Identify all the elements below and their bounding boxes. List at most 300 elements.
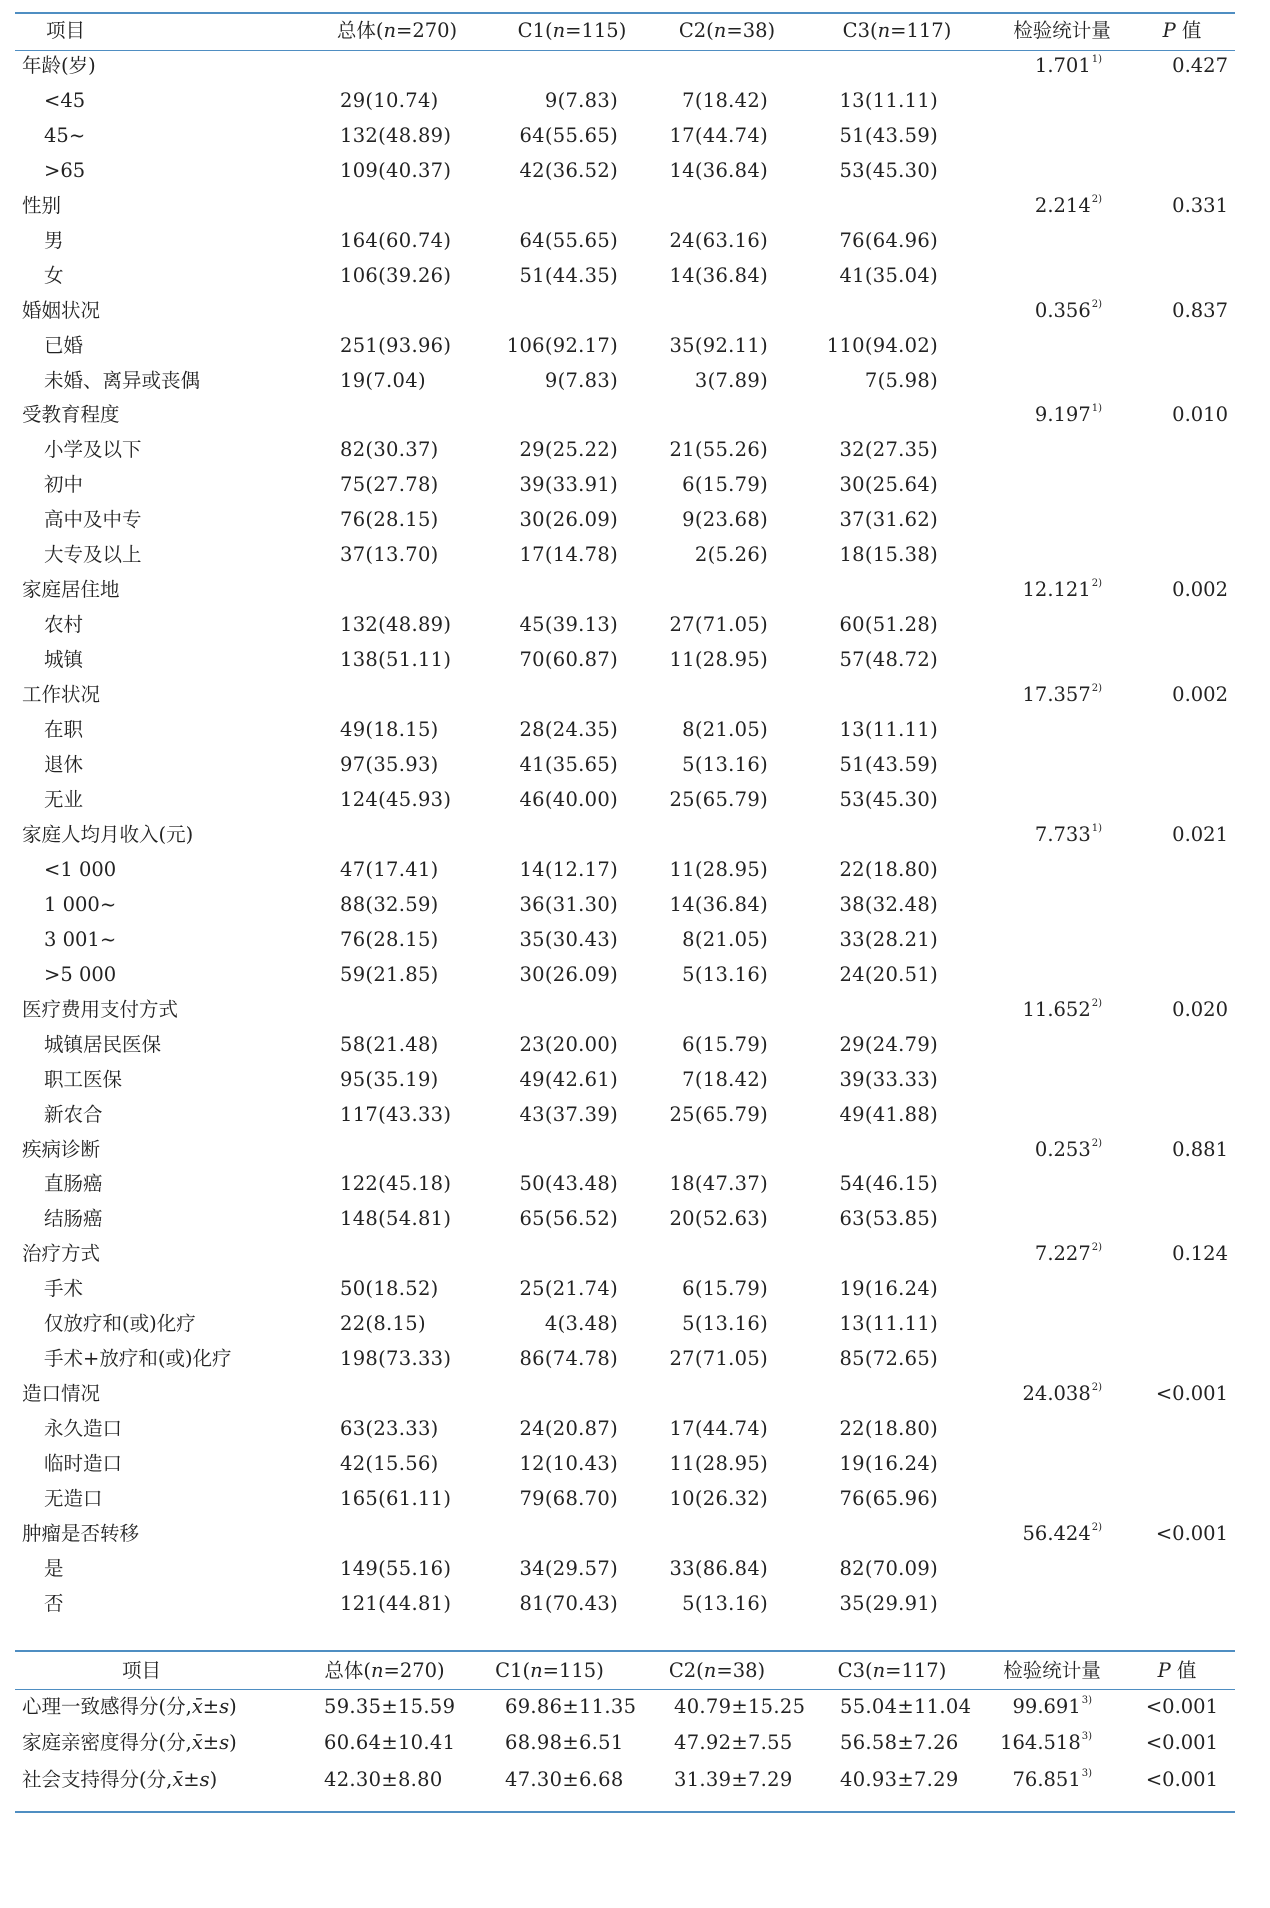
cell-p-value bbox=[1132, 329, 1232, 364]
cell-total: 82(30.37) bbox=[340, 438, 439, 462]
row-category-label: 造口情况 bbox=[22, 1382, 101, 1406]
cell-stat bbox=[992, 1587, 1132, 1622]
table-row bbox=[22, 49, 1232, 84]
stat-footnote: 1) bbox=[1091, 822, 1102, 834]
cell-stat bbox=[992, 224, 1132, 259]
cell-total: 121(44.81) bbox=[340, 1591, 452, 1615]
cell-c1: 35(30.43) bbox=[519, 927, 618, 951]
header-item: 项目 bbox=[122, 1659, 162, 1682]
cell-c1: 43(37.39) bbox=[519, 1102, 618, 1126]
row-sublabel: >65 bbox=[44, 158, 86, 182]
cell-c3: 19(16.24) bbox=[839, 1452, 938, 1476]
cell-stat bbox=[982, 1762, 1122, 1798]
cell-c3: 54(46.15) bbox=[839, 1172, 938, 1196]
cell-stat bbox=[992, 1307, 1132, 1342]
table2-bottom-rule bbox=[15, 1811, 1235, 1813]
row-score-label bbox=[22, 1689, 302, 1725]
stat-value: 0.356 bbox=[1034, 298, 1091, 322]
cell-c2: 7(18.42) bbox=[682, 1067, 768, 1091]
cell-c2: 20(52.63) bbox=[669, 1207, 768, 1231]
cell-c3: 76(65.96) bbox=[839, 1487, 938, 1511]
scores-table bbox=[22, 1652, 1232, 1798]
label-mean-sd-symbol: x̄±s bbox=[191, 1695, 230, 1718]
cell-p-value bbox=[1132, 748, 1232, 783]
label-mean-sd-symbol: x̄±s bbox=[191, 1731, 230, 1755]
cell-stat bbox=[992, 538, 1132, 573]
cell-stat bbox=[992, 154, 1132, 189]
cell-c1: 64(55.65) bbox=[519, 228, 618, 252]
cell-c3: 110(94.02) bbox=[826, 333, 938, 357]
row-category-label: 肿瘤是否转移 bbox=[22, 1521, 140, 1545]
cell-c2: 24(63.16) bbox=[669, 228, 768, 252]
table-row bbox=[22, 189, 1232, 224]
table2-header-row bbox=[22, 1652, 1232, 1689]
stat-value: 76.851 bbox=[1012, 1767, 1081, 1791]
header-p: P 值 bbox=[1157, 1659, 1197, 1682]
stat-footnote: 2) bbox=[1091, 683, 1102, 695]
cell-c3 bbox=[802, 818, 992, 853]
cell-c3: 76(64.96) bbox=[839, 228, 938, 252]
cell-c3: 49(41.88) bbox=[839, 1102, 938, 1126]
cell-p-value bbox=[1132, 1167, 1232, 1202]
row-category-label: 年龄(岁) bbox=[22, 53, 96, 77]
cell-c2: 18(47.37) bbox=[669, 1172, 768, 1196]
cell-c1: 81(70.43) bbox=[519, 1591, 618, 1615]
cell-c2 bbox=[652, 818, 802, 853]
cell-stat bbox=[992, 1028, 1132, 1063]
cell-p-value bbox=[1132, 643, 1232, 678]
cell-stat bbox=[992, 259, 1132, 294]
cell-stat bbox=[992, 1202, 1132, 1237]
cell-c2: 31.39±7.29 bbox=[674, 1767, 793, 1791]
cell-c1: 51(44.35) bbox=[519, 263, 618, 287]
cell-c1: 29(25.22) bbox=[519, 438, 618, 462]
cell-c1: 70(60.87) bbox=[519, 648, 618, 672]
cell-c3: 53(45.30) bbox=[839, 158, 938, 182]
cell-c2: 9(23.68) bbox=[682, 508, 768, 532]
table-row bbox=[22, 958, 1232, 993]
table-row bbox=[22, 1587, 1232, 1622]
cell-stat bbox=[992, 923, 1132, 958]
cell-total: 22(8.15) bbox=[340, 1312, 426, 1336]
cell-p-value: 0.881 bbox=[1172, 1137, 1228, 1161]
cell-stat bbox=[992, 84, 1132, 119]
row-category-label: 疾病诊断 bbox=[22, 1137, 101, 1161]
table-row bbox=[22, 748, 1232, 783]
row-category-label: 家庭居住地 bbox=[22, 578, 120, 602]
row-sublabel: <1 000 bbox=[44, 857, 117, 881]
cell-total bbox=[302, 1237, 492, 1272]
stat-value: 12.121 bbox=[1022, 578, 1091, 602]
stat-footnote: 2) bbox=[1091, 193, 1102, 205]
table-row bbox=[22, 1517, 1232, 1552]
header-c3: C3(n=117) bbox=[837, 1659, 947, 1682]
cell-c1: 39(33.91) bbox=[519, 473, 618, 497]
cell-total bbox=[302, 294, 492, 329]
cell-total: 138(51.11) bbox=[340, 648, 452, 672]
row-sublabel: 直肠癌 bbox=[44, 1172, 103, 1196]
cell-c1: 30(26.09) bbox=[519, 962, 618, 986]
cell-c1: 14(12.17) bbox=[519, 857, 618, 881]
stat-footnote: 1) bbox=[1091, 403, 1102, 415]
cell-c3: 51(43.59) bbox=[839, 123, 938, 147]
cell-c1: 34(29.57) bbox=[519, 1556, 618, 1580]
stat-footnote: 2) bbox=[1091, 1382, 1102, 1394]
cell-c2: 25(65.79) bbox=[669, 1102, 768, 1126]
table-row bbox=[22, 154, 1232, 189]
cell-p-value bbox=[1132, 1587, 1232, 1622]
table-row bbox=[22, 1342, 1232, 1377]
cell-c2: 8(21.05) bbox=[682, 927, 768, 951]
cell-stat bbox=[992, 119, 1132, 154]
cell-c2 bbox=[652, 189, 802, 224]
table1-header-row bbox=[22, 14, 1232, 49]
table-row bbox=[22, 259, 1232, 294]
cell-total: 109(40.37) bbox=[340, 158, 452, 182]
cell-total bbox=[302, 1517, 492, 1552]
stat-footnote: 2) bbox=[1091, 1137, 1102, 1149]
cell-c2: 40.79±15.25 bbox=[674, 1695, 806, 1718]
cell-c3: 22(18.80) bbox=[839, 857, 938, 881]
cell-c2: 14(36.84) bbox=[669, 263, 768, 287]
cell-stat bbox=[992, 748, 1132, 783]
stat-footnote: 3) bbox=[1081, 1767, 1092, 1779]
cell-stat bbox=[992, 1552, 1132, 1587]
row-score-label bbox=[22, 1762, 302, 1798]
cell-p-value bbox=[1132, 1342, 1232, 1377]
cell-stat bbox=[982, 1689, 1122, 1725]
cell-c1: 23(20.00) bbox=[519, 1032, 618, 1056]
cell-c3: 55.04±11.04 bbox=[840, 1695, 972, 1718]
table-row bbox=[22, 1412, 1232, 1447]
table-row bbox=[22, 1307, 1232, 1342]
label-text: 家庭亲密度得分(分, bbox=[22, 1731, 192, 1755]
cell-c1: 49(42.61) bbox=[519, 1067, 618, 1091]
cell-total: 88(32.59) bbox=[340, 892, 439, 916]
table-row bbox=[22, 1272, 1232, 1307]
cell-p-value bbox=[1132, 503, 1232, 538]
cell-p-value bbox=[1132, 224, 1232, 259]
cell-c2: 11(28.95) bbox=[669, 1452, 768, 1476]
cell-c1 bbox=[492, 398, 652, 433]
table-row bbox=[22, 1028, 1232, 1063]
cell-total: 60.64±10.41 bbox=[324, 1731, 456, 1755]
cell-stat bbox=[992, 49, 1132, 84]
cell-c1: 42(36.52) bbox=[519, 158, 618, 182]
cell-c3: 33(28.21) bbox=[839, 927, 938, 951]
cell-total: 75(27.78) bbox=[340, 473, 439, 497]
row-sublabel: 结肠癌 bbox=[44, 1207, 103, 1231]
table-row bbox=[22, 923, 1232, 958]
row-category-label: 性别 bbox=[22, 193, 62, 217]
table-row bbox=[22, 224, 1232, 259]
cell-c2: 5(13.16) bbox=[682, 962, 768, 986]
cell-total: 42(15.56) bbox=[340, 1452, 439, 1476]
cell-p-value: <0.001 bbox=[1155, 1382, 1228, 1406]
cell-p-value: <0.001 bbox=[1155, 1521, 1228, 1545]
header-c2: C2(n=38) bbox=[668, 1659, 766, 1682]
table-row bbox=[22, 573, 1232, 608]
cell-c2 bbox=[652, 294, 802, 329]
cell-c3: 39(33.33) bbox=[839, 1067, 938, 1091]
cell-c1: 4(3.48) bbox=[544, 1312, 618, 1336]
row-category-label: 医疗费用支付方式 bbox=[22, 997, 179, 1021]
table-row bbox=[22, 538, 1232, 573]
cell-p-value bbox=[1132, 259, 1232, 294]
row-sublabel: 小学及以下 bbox=[44, 438, 142, 462]
cell-total: 59.35±15.59 bbox=[324, 1695, 456, 1718]
cell-stat bbox=[992, 1482, 1132, 1517]
cell-p-value bbox=[1132, 783, 1232, 818]
cell-p-value bbox=[1132, 1307, 1232, 1342]
cell-p-value: 0.002 bbox=[1172, 578, 1228, 602]
cell-c3 bbox=[802, 294, 992, 329]
cell-c3: 35(29.91) bbox=[839, 1591, 938, 1615]
cell-total: 76(28.15) bbox=[340, 508, 439, 532]
cell-total: 49(18.15) bbox=[340, 718, 439, 742]
cell-stat bbox=[992, 608, 1132, 643]
table-row bbox=[22, 1202, 1232, 1237]
cell-p-value bbox=[1132, 1202, 1232, 1237]
table-row bbox=[22, 119, 1232, 154]
table-row bbox=[22, 608, 1232, 643]
row-category-label: 工作状况 bbox=[22, 683, 101, 707]
row-sublabel: 3 001~ bbox=[44, 927, 117, 951]
row-sublabel: 否 bbox=[44, 1591, 64, 1615]
table-row bbox=[22, 818, 1232, 853]
stat-value: 24.038 bbox=[1022, 1382, 1091, 1406]
cell-c1: 46(40.00) bbox=[519, 787, 618, 811]
cell-total: 42.30±8.80 bbox=[324, 1767, 443, 1791]
cell-c1: 12(10.43) bbox=[519, 1452, 618, 1476]
table-row bbox=[22, 503, 1232, 538]
cell-c3: 60(51.28) bbox=[839, 613, 938, 637]
table-row bbox=[22, 1725, 1232, 1761]
cell-c2: 8(21.05) bbox=[682, 718, 768, 742]
cell-stat bbox=[992, 573, 1132, 608]
table-row bbox=[22, 294, 1232, 329]
table-row bbox=[22, 468, 1232, 503]
cell-total: 165(61.11) bbox=[340, 1487, 452, 1511]
cell-total: 124(45.93) bbox=[340, 787, 452, 811]
cell-c1: 50(43.48) bbox=[519, 1172, 618, 1196]
label-close: ) bbox=[229, 1731, 237, 1755]
row-sublabel: 新农合 bbox=[44, 1102, 103, 1126]
cell-p-value: 0.124 bbox=[1172, 1242, 1228, 1266]
cell-p-value: 0.002 bbox=[1172, 683, 1228, 707]
cell-c3 bbox=[802, 49, 992, 84]
cell-c2 bbox=[652, 993, 802, 1028]
row-sublabel: 大专及以上 bbox=[44, 543, 142, 567]
cell-stat bbox=[992, 364, 1132, 399]
cell-p-value: 0.331 bbox=[1172, 193, 1228, 217]
cell-stat bbox=[992, 468, 1132, 503]
cell-c1: 25(21.74) bbox=[519, 1277, 618, 1301]
cell-stat bbox=[992, 888, 1132, 923]
cell-c2: 3(7.89) bbox=[694, 368, 768, 392]
cell-total: 76(28.15) bbox=[340, 927, 439, 951]
cell-p-value: 0.021 bbox=[1172, 822, 1228, 846]
cell-c2: 6(15.79) bbox=[682, 1032, 768, 1056]
cell-c1: 28(24.35) bbox=[519, 718, 618, 742]
cell-stat bbox=[992, 1447, 1132, 1482]
cell-p-value bbox=[1132, 84, 1232, 119]
cell-c3: 30(25.64) bbox=[839, 473, 938, 497]
cell-total: 37(13.70) bbox=[340, 543, 439, 567]
table-row bbox=[22, 888, 1232, 923]
cell-total: 47(17.41) bbox=[340, 857, 439, 881]
cell-c3 bbox=[802, 1377, 992, 1412]
header-total: 总体(n=270) bbox=[324, 1659, 445, 1682]
cell-c2 bbox=[652, 573, 802, 608]
cell-stat bbox=[992, 189, 1132, 224]
cell-c3: 51(43.59) bbox=[839, 753, 938, 777]
cell-p-value bbox=[1132, 433, 1232, 468]
cell-stat bbox=[992, 1133, 1132, 1168]
cell-c1: 30(26.09) bbox=[519, 508, 618, 532]
cell-total: 106(39.26) bbox=[340, 263, 452, 287]
cell-stat bbox=[992, 329, 1132, 364]
row-sublabel: 仅放疗和(或)化疗 bbox=[44, 1312, 196, 1336]
cell-c3: 24(20.51) bbox=[839, 962, 938, 986]
cell-c3: 13(11.11) bbox=[839, 718, 938, 742]
header-c1: C1(n=115) bbox=[517, 19, 627, 42]
cell-p-value bbox=[1132, 1272, 1232, 1307]
cell-c3: 85(72.65) bbox=[839, 1347, 938, 1371]
row-sublabel: 初中 bbox=[44, 473, 84, 497]
cell-total bbox=[302, 818, 492, 853]
cell-c1 bbox=[492, 294, 652, 329]
header-p: P 值 bbox=[1162, 19, 1202, 42]
cell-p-value bbox=[1132, 154, 1232, 189]
label-text: 社会支持得分(分, bbox=[22, 1767, 173, 1791]
stat-value: 17.357 bbox=[1022, 683, 1091, 707]
cell-c1 bbox=[492, 1237, 652, 1272]
cell-stat bbox=[982, 1725, 1122, 1761]
cell-p-value: 0.427 bbox=[1172, 53, 1228, 77]
cell-stat bbox=[992, 1098, 1132, 1133]
cell-total: 63(23.33) bbox=[340, 1417, 439, 1441]
row-sublabel: 城镇 bbox=[44, 648, 84, 672]
cell-c2: 14(36.84) bbox=[669, 892, 768, 916]
cell-stat bbox=[992, 643, 1132, 678]
row-sublabel: 男 bbox=[44, 228, 64, 252]
header-c3: C3(n=117) bbox=[842, 19, 952, 42]
cell-c3: 29(24.79) bbox=[839, 1032, 938, 1056]
cell-c3 bbox=[802, 1517, 992, 1552]
header-stat: 检验统计量 bbox=[1003, 1659, 1101, 1682]
cell-c1 bbox=[492, 818, 652, 853]
table-row bbox=[22, 1482, 1232, 1517]
cell-c1: 45(39.13) bbox=[519, 613, 618, 637]
row-sublabel: 无造口 bbox=[44, 1487, 103, 1511]
table-row bbox=[22, 1237, 1232, 1272]
cell-c2 bbox=[652, 1517, 802, 1552]
cell-c1: 36(31.30) bbox=[519, 892, 618, 916]
table-row bbox=[22, 1689, 1232, 1725]
table-row bbox=[22, 1762, 1232, 1798]
cell-total: 122(45.18) bbox=[340, 1172, 452, 1196]
cell-total: 95(35.19) bbox=[340, 1067, 439, 1091]
cell-total bbox=[302, 573, 492, 608]
cell-p-value: <0.001 bbox=[1145, 1695, 1218, 1718]
cell-c3 bbox=[802, 1237, 992, 1272]
cell-c1: 68.98±6.51 bbox=[505, 1731, 624, 1755]
cell-c1 bbox=[492, 1517, 652, 1552]
cell-c2: 11(28.95) bbox=[669, 648, 768, 672]
cell-p-value: 0.020 bbox=[1172, 997, 1228, 1021]
label-text: 心理一致感得分(分, bbox=[22, 1695, 192, 1718]
stat-value: 9.197 bbox=[1034, 403, 1091, 427]
cell-c2 bbox=[652, 1377, 802, 1412]
cell-total bbox=[302, 398, 492, 433]
cell-total: 198(73.33) bbox=[340, 1347, 452, 1371]
row-sublabel: 退休 bbox=[44, 753, 84, 777]
row-sublabel: 是 bbox=[44, 1556, 64, 1580]
cell-total: 148(54.81) bbox=[340, 1207, 452, 1231]
stat-footnote: 2) bbox=[1091, 578, 1102, 590]
cell-c3: 57(48.72) bbox=[839, 648, 938, 672]
table-row bbox=[22, 1447, 1232, 1482]
table-row bbox=[22, 1133, 1232, 1168]
row-sublabel: 1 000~ bbox=[44, 892, 117, 916]
cell-p-value bbox=[1132, 713, 1232, 748]
stat-value: 7.227 bbox=[1034, 1242, 1091, 1266]
stat-value: 1.701 bbox=[1034, 53, 1091, 77]
cell-c2 bbox=[652, 678, 802, 713]
stat-footnote: 2) bbox=[1091, 1521, 1102, 1533]
cell-c3 bbox=[802, 1133, 992, 1168]
cell-c1: 41(35.65) bbox=[519, 753, 618, 777]
cell-p-value bbox=[1132, 1412, 1232, 1447]
cell-c1: 86(74.78) bbox=[519, 1347, 618, 1371]
cell-stat bbox=[992, 503, 1132, 538]
table-row bbox=[22, 783, 1232, 818]
cell-c2 bbox=[652, 1237, 802, 1272]
row-category-label: 受教育程度 bbox=[22, 403, 120, 427]
cell-stat bbox=[992, 1167, 1132, 1202]
cell-c1: 47.30±6.68 bbox=[505, 1767, 624, 1791]
cell-total: 251(93.96) bbox=[340, 333, 452, 357]
table-row bbox=[22, 1167, 1232, 1202]
stat-footnote: 2) bbox=[1091, 298, 1102, 310]
cell-c3: 13(11.11) bbox=[839, 1312, 938, 1336]
cell-c3 bbox=[802, 189, 992, 224]
cell-p-value: <0.001 bbox=[1145, 1731, 1218, 1755]
cell-c1: 69.86±11.35 bbox=[505, 1695, 637, 1718]
cell-p-value bbox=[1132, 853, 1232, 888]
cell-total: 149(55.16) bbox=[340, 1556, 452, 1580]
cell-c2 bbox=[652, 49, 802, 84]
table-row bbox=[22, 1098, 1232, 1133]
cell-c3: 13(11.11) bbox=[839, 88, 938, 112]
cell-p-value bbox=[1132, 1028, 1232, 1063]
row-sublabel: 45~ bbox=[44, 123, 86, 147]
cell-total bbox=[302, 1133, 492, 1168]
cell-total: 117(43.33) bbox=[340, 1102, 452, 1126]
table-row bbox=[22, 1377, 1232, 1412]
cell-c2: 11(28.95) bbox=[669, 857, 768, 881]
table-row bbox=[22, 713, 1232, 748]
cell-c1 bbox=[492, 49, 652, 84]
header-item: 项目 bbox=[46, 19, 86, 42]
cell-p-value bbox=[1132, 364, 1232, 399]
cell-stat bbox=[992, 433, 1132, 468]
cell-c3 bbox=[802, 573, 992, 608]
row-sublabel: 临时造口 bbox=[44, 1452, 123, 1476]
cell-c3: 32(27.35) bbox=[839, 438, 938, 462]
row-sublabel: 高中及中专 bbox=[44, 508, 142, 532]
